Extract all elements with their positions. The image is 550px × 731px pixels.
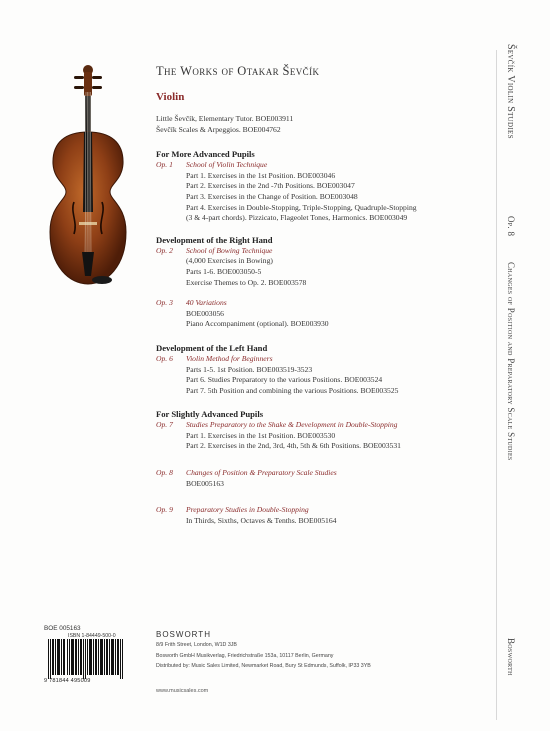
- catalogue-code: BOE 005163: [44, 625, 81, 632]
- publisher-info: [156, 629, 371, 672]
- intro-line: Little Ševčík, Elementary Tutor. BOE003911: [156, 114, 294, 123]
- opus-number: Op. 2: [156, 245, 173, 255]
- opus-line: Part 1. Exercises in the 1st Position. BOE003046: [186, 170, 336, 180]
- barcode: [44, 633, 126, 687]
- intro-line: Ševčík Scales & Arpeggios. BOE004762: [156, 124, 281, 134]
- section-slightly-advanced: [156, 409, 501, 526]
- opus-line: (4,000 Exercises in Bowing): [186, 256, 273, 266]
- opus-title: Preparatory Studies in Double-Stopping: [186, 505, 309, 515]
- section-heading: For More Advanced Pupils: [156, 149, 255, 160]
- section-heading: Development of the Right Hand: [156, 234, 273, 245]
- opus-line: Piano Accompaniment (optional). BOE003930: [186, 319, 329, 329]
- opus-title: Changes of Position & Preparatory Scale Studies: [186, 468, 337, 478]
- opus-entry: [156, 505, 501, 526]
- opus-line: Part 2. Exercises in the 2nd, 3rd, 4th, 5th & 6th Positions. BOE003531: [186, 441, 401, 451]
- opus-title: 40 Variations: [186, 298, 227, 308]
- opus-entry: [156, 420, 501, 452]
- opus-line: In Thirds, Sixths, Octaves & Tenths. BOE005164: [186, 515, 337, 525]
- section-right-hand: [156, 235, 501, 330]
- spine-publisher: Bosworth: [506, 638, 516, 676]
- opus-title: School of Violin Technique: [186, 160, 268, 170]
- opus-entry: [156, 298, 501, 330]
- opus-entry: [156, 354, 501, 396]
- section-left-hand: [156, 343, 501, 396]
- publisher-address: 8/9 Frith Street, London, W1D 3JB: [156, 642, 237, 648]
- series-title: The Works of Otakar Ševčík: [156, 64, 320, 78]
- opus-entry: [156, 246, 501, 288]
- website-link[interactable]: www.musicsales.com: [156, 688, 209, 694]
- spine-title: Ševčík Violin Studies: [505, 44, 516, 139]
- spine: [502, 44, 542, 704]
- opus-line: Part 1. Exercises in the 1st Position. BOE003530: [186, 430, 336, 440]
- opus-line: Exercise Themes to Op. 2. BOE003578: [186, 277, 307, 287]
- spine-opus: Op. 8: [506, 216, 516, 237]
- opus-line: Part 7. 5th Position and combining the various Positions. BOE003525: [186, 385, 399, 395]
- publisher-address: Distributed by: Music Sales Limited, Newmarket Road, Bury St Edmunds, Suffolk, IP33 3YB: [156, 663, 371, 670]
- opus-number: Op. 1: [156, 160, 173, 170]
- opus-line: (3 & 4-part chords). Pizzicato, Flageolet Tones, Harmonics. BOE003049: [186, 213, 408, 223]
- violin-image: [44, 62, 132, 298]
- intro-list: [156, 114, 501, 135]
- opus-line: Parts 1-5. 1st Position. BOE003519-3523: [186, 364, 313, 374]
- opus-line: BOE003056: [186, 308, 224, 318]
- section-heading: For Slightly Advanced Pupils: [156, 409, 264, 420]
- publisher-name: BOSWORTH: [156, 630, 211, 639]
- opus-number: Op. 6: [156, 353, 173, 363]
- instrument-heading: Violin: [156, 91, 185, 103]
- spine-divider: [496, 50, 497, 720]
- isbn-number: ISBN 1-84449-500-0: [68, 633, 116, 639]
- opus-number: Op. 8: [156, 468, 173, 478]
- barcode-bars: [44, 639, 126, 679]
- opus-entry: [156, 468, 501, 489]
- opus-number: Op. 9: [156, 505, 173, 515]
- opus-line: Part 3. Exercises in the Change of Position. BOE003048: [186, 191, 358, 201]
- opus-line: Part 2. Exercises in the 2nd -7th Positions. BOE003047: [186, 181, 355, 191]
- publisher-address: Bosworth GmbH Musikverlag, Friedrichstraße 153a, 10117 Berlin, Germany: [156, 652, 334, 659]
- opus-entry: [156, 160, 501, 224]
- opus-line: Parts 1-6. BOE003050-5: [186, 266, 262, 276]
- opus-title: Studies Preparatory to the Shake & Development in Double-Stopping: [186, 420, 398, 430]
- opus-title: School of Bowing Technique: [186, 245, 273, 255]
- section-heading: Development of the Left Hand: [156, 342, 268, 353]
- opus-line: BOE005163: [186, 478, 224, 488]
- barcode-digits: 9 781844 495009: [44, 678, 91, 684]
- section-advanced-pupils: [156, 149, 501, 224]
- opus-number: Op. 7: [156, 420, 173, 430]
- spine-subtitle: Changes of Position and Preparatory Scale Studies: [506, 262, 516, 461]
- opus-title: Violin Method for Beginners: [186, 353, 273, 363]
- works-list: [156, 64, 501, 526]
- opus-line: Part 4. Exercises in Double-Stopping, Triple-Stopping, Quadruple-Stopping: [186, 202, 417, 212]
- opus-number: Op. 3: [156, 298, 173, 308]
- opus-line: Part 6. Studies Preparatory to the various Positions. BOE003524: [186, 375, 383, 385]
